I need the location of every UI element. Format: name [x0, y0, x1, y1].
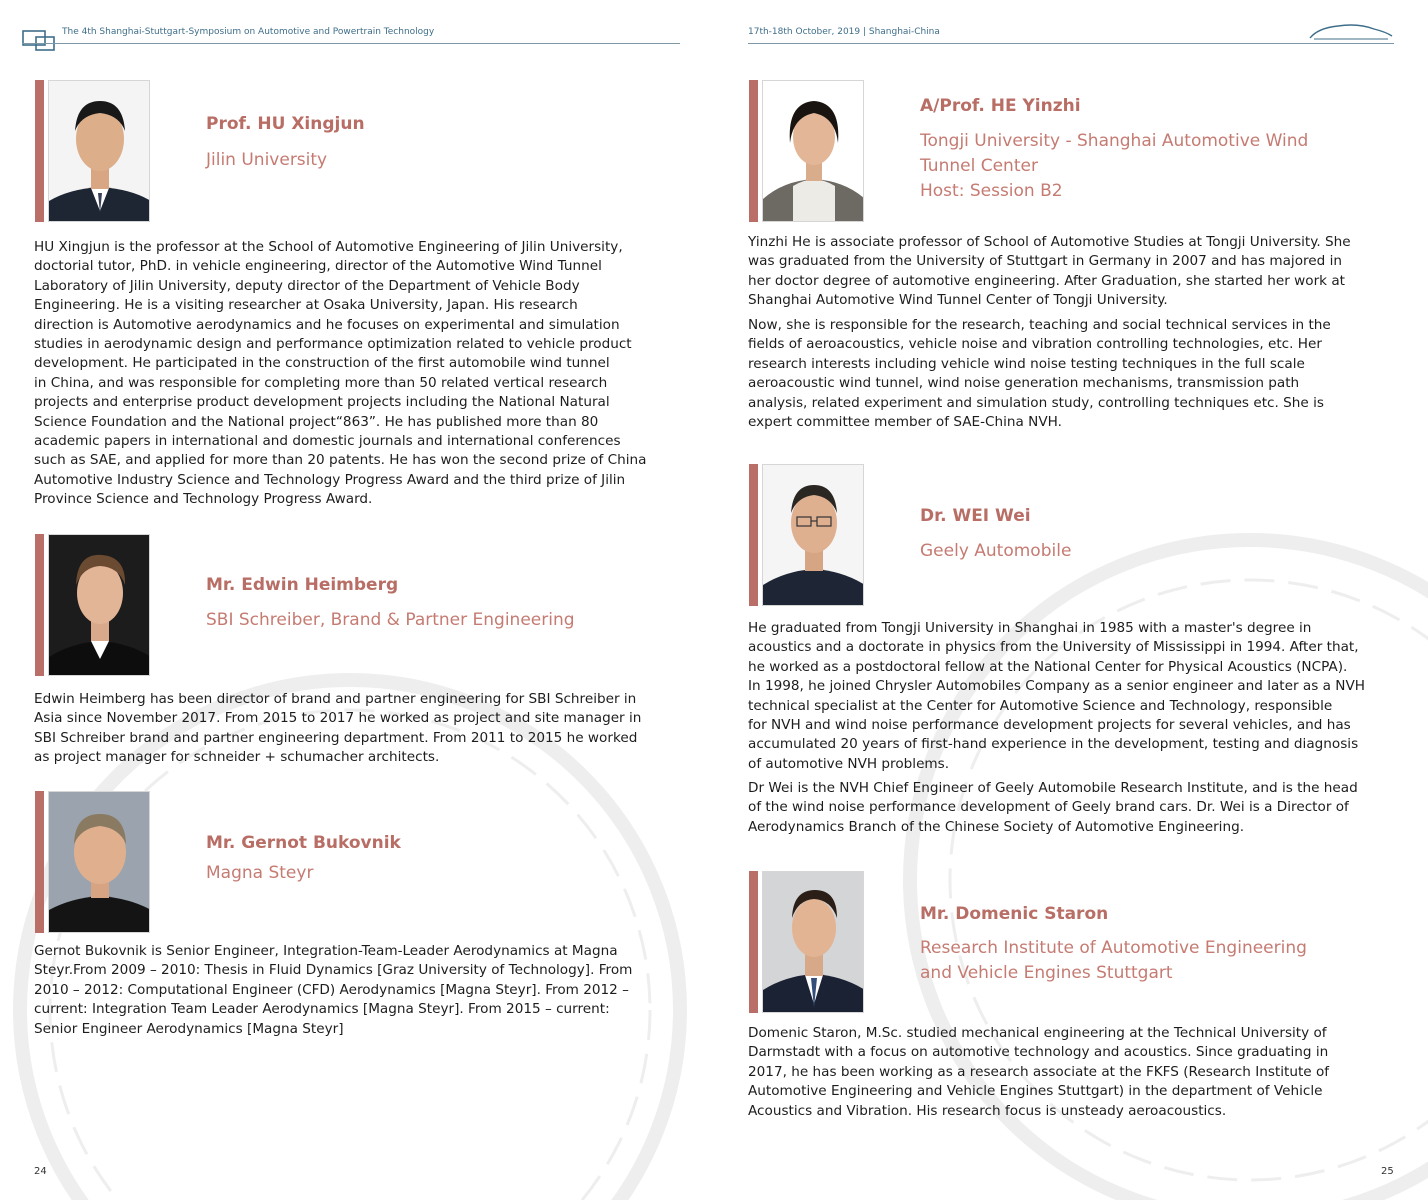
symposium-logo-icon [22, 28, 56, 52]
affiliation-line: Host: Session B2 [920, 181, 1063, 201]
header-rule [22, 43, 680, 44]
bio-line: Science Foundation and the National project“863”. He has published more than 80 [34, 413, 599, 430]
bio-line: SBI Schreiber brand and partner engineering department. From 2011 to 2015 he worked [34, 729, 638, 746]
right-page [714, 0, 1428, 1200]
speaker-affiliation [206, 148, 327, 173]
bio-line: Engineering. He is a visiting researcher at Osaka University, Japan. His research [34, 297, 578, 314]
bio-line: In 1998, he joined Chrysler Automobiles Company as a senior engineer and later as a NVH [748, 678, 1365, 695]
bio-line: fields of aeroacoustics, vehicle noise and vibration controlling technologies, etc. Her [748, 336, 1322, 353]
speaker-bio [34, 942, 680, 1039]
speaker-name: Mr. Edwin Heimberg [206, 575, 399, 595]
bio-line: as project manager for schneider + schumacher architects. [34, 749, 440, 766]
speaker-bio [748, 233, 1394, 311]
bio-line: Domenic Staron, M.Sc. studied mechanical engineering at the Technical University of [748, 1025, 1327, 1041]
bio-line: was graduated from the University of Stuttgart in Germany in 2007 and has majored in [748, 253, 1343, 270]
bio-line: Acoustics and Vibration. His research focus is unsteady aeroacoustics. [748, 1102, 1227, 1119]
affiliation-line: Tunnel Center [920, 156, 1038, 176]
accent-bar [35, 80, 44, 222]
bio-line: for NVH and wind noise performance development projects for several vehicles, and has [748, 717, 1351, 734]
bio-line: Shanghai Automotive Wind Tunnel Center of Tongji University. [748, 292, 1168, 309]
speaker-affiliation [920, 129, 1308, 204]
speaker-bio [748, 619, 1394, 774]
bio-line: he worked as a postdoctoral fellow at the National Center for Physical Acoustics (NCPA). [748, 658, 1348, 675]
bio-line: Senior Engineer Aerodynamics [Magna Steyr] [34, 1020, 344, 1037]
bio-line: He graduated from Tongji University in Shanghai in 1985 with a master's degree in [748, 620, 1312, 636]
accent-bar [749, 464, 758, 606]
affiliation-line: Jilin University [206, 150, 328, 170]
bio-line: 2017, he has been working as a research associate at the FKFS (Research Institute of [748, 1063, 1330, 1080]
bio-line: her doctor degree of automotive engineering. After Graduation, she started her work at [748, 272, 1346, 289]
bio-line: aeroacoustic wind tunnel, wind noise generation mechanisms, transmission path [748, 375, 1300, 392]
accent-bar [749, 871, 758, 1013]
bio-line: Darmstadt with a focus on automotive technology and acoustics. Since graduating in [748, 1044, 1329, 1061]
bio-line: Province Science and Technology Progress Award. [34, 491, 373, 508]
speaker-affiliation [206, 608, 575, 633]
affiliation-line: Magna Steyr [206, 863, 314, 883]
bio-line: Automotive Engineering and Vehicle Engines Stuttgart) in the department of Vehicle [748, 1083, 1323, 1100]
header-rule [748, 43, 1394, 44]
bio-line: Asia since November 2017. From 2015 to 2017 he worked as project and site manager in [34, 710, 642, 727]
speaker-photo [762, 871, 864, 1013]
speaker-affiliation [920, 936, 1307, 986]
bio-line: studies in aerodynamic design and performance optimization related to vehicle product [34, 336, 632, 353]
bio-line: development. He participated in the construction of the first automobile wind tunnel [34, 355, 610, 372]
speaker-affiliation [206, 861, 313, 886]
bio-line: Edwin Heimberg has been director of brand and partner engineering for SBI Schreiber in [34, 691, 637, 707]
speaker-name: Mr. Domenic Staron [920, 904, 1109, 924]
car-logo-icon [1308, 20, 1394, 42]
speaker-bio-continued [748, 316, 1394, 432]
header-left-title: The 4th Shanghai-Stuttgart-Symposium on Automotive and Powertrain Technology [62, 27, 435, 37]
speaker-photo [762, 80, 864, 222]
bio-line: Yinzhi He is associate professor of School of Automotive Studies at Tongji University. She [748, 234, 1351, 250]
bio-line: technical specialist at the Center for Automotive Science and Technology, responsible [748, 697, 1333, 714]
bio-line: Now, she is responsible for the research, teaching and social technical services in the [748, 317, 1331, 333]
bio-line: Laboratory of Jilin University, deputy director of the Department of Vehicle Body [34, 277, 580, 294]
bio-line: 2010 – 2012: Computational Engineer (CFD) Aerodynamics [Magna Steyr]. From 2012 – [34, 981, 629, 998]
speaker-photo [762, 464, 864, 606]
bio-line: of automotive NVH problems. [748, 755, 950, 772]
affiliation-line: and Vehicle Engines Stuttgart [920, 963, 1173, 983]
speaker-bio [748, 1024, 1394, 1121]
accent-bar [749, 80, 758, 222]
affiliation-line: Research Institute of Automotive Engineering [920, 938, 1307, 958]
speaker-photo [48, 534, 150, 676]
bio-line: Aerodynamics Branch of the Chinese Society of Automotive Engineering. [748, 818, 1245, 835]
bio-line: current: Integration Team Leader Aerodynamics [Magna Steyr]. From 2015 – current: [34, 1001, 610, 1018]
speaker-name: Mr. Gernot Bukovnik [206, 833, 401, 853]
bio-line: accumulated 20 years of first-hand experience in the development, testing and diagnosis [748, 736, 1359, 753]
speaker-affiliation [920, 539, 1071, 564]
bio-line: direction is Automotive aerodynamics and he focuses on experimental and simulation [34, 316, 620, 333]
bio-line: expert committee member of SAE-China NVH. [748, 414, 1062, 431]
speaker-name: A/Prof. HE Yinzhi [920, 96, 1081, 116]
accent-bar [35, 791, 44, 933]
speaker-bio-continued [748, 779, 1394, 837]
bio-line: Dr Wei is the NVH Chief Engineer of Geely Automobile Research Institute, and is the head [748, 780, 1358, 796]
page-number: 24 [34, 1166, 47, 1177]
affiliation-line: SBI Schreiber, Brand & Partner Engineering [206, 610, 575, 630]
speaker-name: Prof. HU Xingjun [206, 114, 365, 134]
speaker-photo [48, 791, 150, 933]
speaker-bio [34, 690, 680, 768]
bio-line: Gernot Bukovnik is Senior Engineer, Integration-Team-Leader Aerodynamics at Magna [34, 943, 618, 959]
bio-line: projects and enterprise product development projects including the National Natural [34, 394, 610, 411]
affiliation-line: Geely Automobile [920, 541, 1072, 561]
bio-line: doctorial tutor, PhD. in vehicle engineering, director of the Automotive Wind Tunnel [34, 258, 602, 275]
page-number: 25 [1381, 1166, 1394, 1177]
bio-line: acoustics and a doctorate in physics from the University of Mississippi in 1994. After that, [748, 639, 1359, 656]
bio-line: of the wind noise performance development of Geely brand cars. Dr. Wei is a Director of [748, 799, 1349, 816]
accent-bar [35, 534, 44, 676]
speaker-bio [34, 238, 680, 510]
speaker-photo [48, 80, 150, 222]
bio-line: analysis, related experiment and simulation study, controlling techniques etc. She is [748, 394, 1324, 411]
bio-line: academic papers in international and domestic journals and international conferences [34, 433, 621, 450]
bio-line: research interests including vehicle wind noise testing techniques in the full scale [748, 355, 1305, 372]
header-right-title: 17th-18th October, 2019 | Shanghai-China [748, 27, 940, 37]
bio-line: HU Xingjun is the professor at the School of Automotive Engineering of Jilin University, [34, 239, 623, 255]
bio-line: such as SAE, and applied for more than 20 patents. He has won the second prize of China [34, 452, 647, 469]
affiliation-line: Tongji University - Shanghai Automotive Wind [920, 131, 1309, 151]
speaker-name: Dr. WEI Wei [920, 506, 1031, 526]
bio-line: in China, and was responsible for completing more than 50 related vertical research [34, 374, 608, 391]
bio-line: Automotive Industry Science and Technology Progress Award and the third prize of Jilin [34, 471, 626, 488]
bio-line: Steyr.From 2009 – 2010: Thesis in Fluid Dynamics [Graz University of Technology]. From [34, 962, 633, 979]
